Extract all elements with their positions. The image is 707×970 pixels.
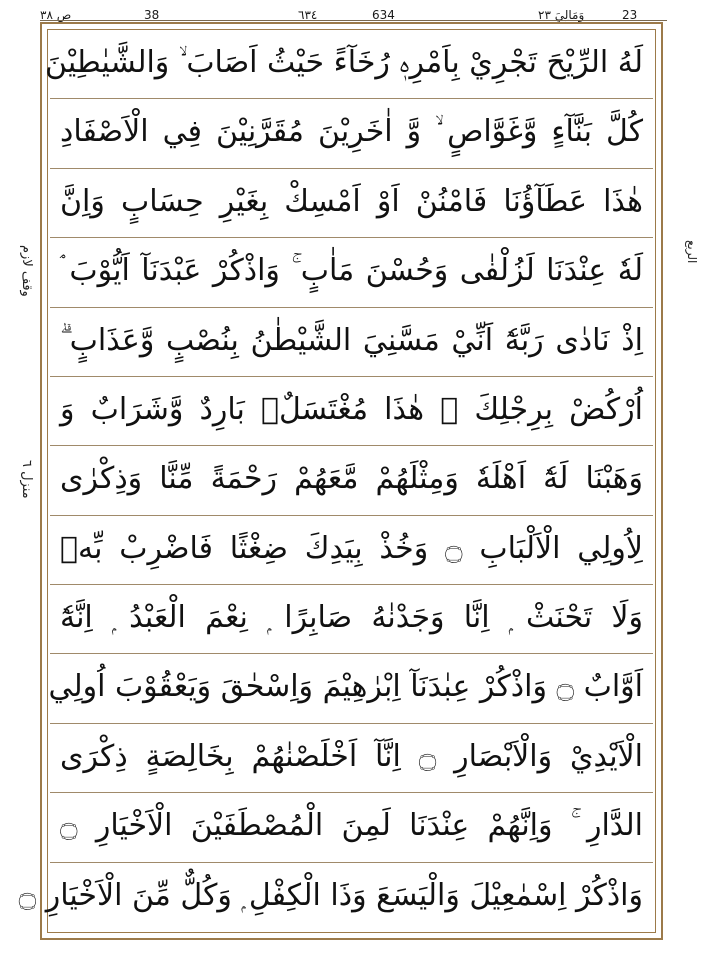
verse-line: لَهُ الرِّيْحَ تَجْرِيْ بِاَمْرِهٖ رُخَآءً حَيْثُ اَصَابَ ۙ وَالشَّيٰطِيْنَ (50, 30, 653, 99)
verse-line: الدَّارِ ۚ وَاِنَّهُمْ عِنْدَنَا لَمِنَ الْمُصْطَفَيْنَ الْاَخْيَارِ ۝ (50, 793, 653, 862)
verse-line: لَهٗ عِنْدَنَا لَزُلْفٰى وَحُسْنَ مَاٰبٍ ۚ وَاذْكُرْ عَبْدَنَآ اَيُّوْبَ ۘ (50, 238, 653, 307)
juz-number: 23 (622, 8, 638, 22)
juz-name: وَمَالِيَ ٢٣ (538, 8, 585, 22)
verse-line: اَوَّابٌ ۝ وَاذْكُرْ عِبٰدَنَآ اِبْرٰهِيْمَ وَاِسْحٰقَ وَيَعْقُوْبَ اُولِي (50, 654, 653, 723)
verse-line: وَهَبْنَا لَهٗٓ اَهْلَهٗ وَمِثْلَهُمْ مَّعَهُمْ رَحْمَةً مِّنَّا وَذِكْرٰى (50, 446, 653, 515)
verse-line: هٰذَا عَطَآؤُنَا فَامْنُنْ اَوْ اَمْسِكْ بِغَيْرِ حِسَابٍ وَاِنَّ (50, 169, 653, 238)
header-rule (40, 20, 667, 21)
verse-line: اِذْ نَادٰى رَبَّهٗٓ اَنِّيْ مَسَّنِيَ الشَّيْطٰنُ بِنُصْبٍ وَّعَذَابٍ ۗ (50, 308, 653, 377)
margin-manzil: منزل ٦ (19, 460, 34, 499)
margin-waqf-lazim: وقف لازم (19, 245, 34, 297)
verse-line: وَلَا تَحْنَثْ ۭ اِنَّا وَجَدْنٰهُ صَابِرًا ۭ نِعْمَ الْعَبْدُ ۭ اِنَّهٗٓ (50, 585, 653, 654)
surah-number: 38 (144, 8, 160, 22)
verse-line: الْاَيْدِيْ وَالْاَبْصَارِ ۝ اِنَّآ اَخْلَصْنٰهُمْ بِخَالِصَةٍ ذِكْرَى (50, 724, 653, 793)
surah-name: ص ٣٨ (40, 8, 72, 22)
verse-line: كُلَّ بَنَّآءٍ وَّغَوَّاصٍ ۙ وَّ اٰخَرِيْنَ مُقَرَّنِيْنَ فِي الْاَصْفَادِ (50, 99, 653, 168)
page-number-arabic: ٦٣٤ (298, 8, 318, 22)
page-number: 634 (372, 8, 395, 22)
verse-line: وَاذْكُرْ اِسْمٰعِيْلَ وَالْيَسَعَ وَذَا الْكِفْلِ ۭ وَكُلٌّ مِّنَ الْاَخْيَارِ ۝ (18, 877, 643, 913)
verse-line: لِاُولِي الْاَلْبَابِ ۝ وَخُذْ بِيَدِكَ ضِغْثًا فَاضْرِبْ بِّهٖ (50, 516, 653, 585)
margin-rub: الربع (685, 240, 699, 264)
verse-line: اُرْكُضْ بِرِجْلِكَ ۚ هٰذَا مُغْتَسَلٌۢ بَارِدٌ وَّشَرَابٌ وَ (50, 377, 653, 446)
